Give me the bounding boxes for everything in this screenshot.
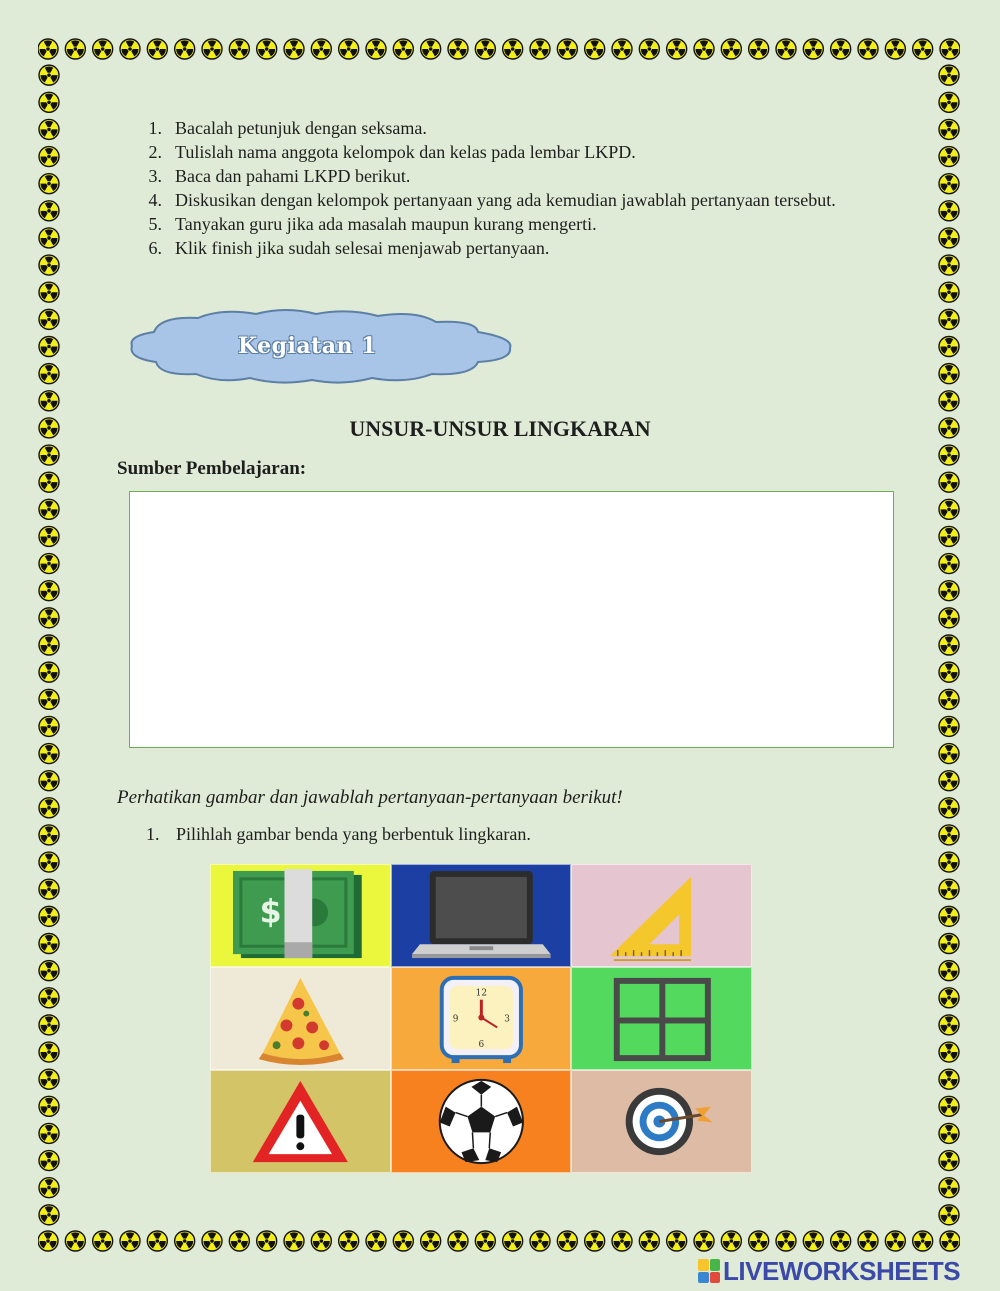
radiation-symbol-icon (913, 39, 933, 59)
soccer-ball-icon (392, 1071, 571, 1172)
instruction-text: Diskusikan dengan kelompok pertanyaan yang ada kemudian jawablah pertanyaan tersebut. (175, 190, 836, 210)
radiation-symbol-icon (284, 39, 304, 59)
radiation-symbol-icon (939, 445, 959, 465)
radiation-symbol-icon (939, 852, 959, 872)
radiation-symbol-icon (939, 228, 959, 248)
question-number: 1. (146, 824, 160, 844)
choice-money[interactable] (210, 864, 391, 967)
radiation-symbol-icon (339, 1231, 359, 1251)
radiation-symbol-icon (694, 1231, 714, 1251)
svg-text:9: 9 (452, 1014, 459, 1025)
brand-text: LIVEWORKSHEETS (723, 1255, 961, 1286)
radiation-symbol-icon (939, 689, 959, 709)
activity-label: Kegiatan 1 (237, 333, 377, 359)
clock-icon (392, 968, 571, 1069)
radiation-symbol-icon (147, 39, 167, 59)
radiation-symbol-icon (38, 1231, 58, 1251)
radiation-symbol-icon (39, 879, 59, 899)
radiation-symbol-icon (939, 472, 959, 492)
radiation-symbol-icon (939, 744, 959, 764)
radiation-symbol-icon (257, 1231, 277, 1251)
radiation-symbol-icon (939, 309, 959, 329)
instruction-number: 2. (148, 142, 162, 162)
radiation-symbol-icon (39, 1205, 59, 1225)
radiation-symbol-icon (366, 39, 386, 59)
instruction-item (140, 188, 880, 212)
radiation-symbol-icon (831, 39, 851, 59)
radiation-symbol-icon (721, 1231, 741, 1251)
radiation-symbol-icon (65, 39, 85, 59)
radiation-symbol-icon (939, 1069, 959, 1089)
radiation-symbol-icon (831, 1231, 851, 1251)
radiation-symbol-icon (776, 1231, 796, 1251)
radiation-symbol-icon (39, 771, 59, 791)
radiation-symbol-icon (939, 174, 959, 194)
radiation-symbol-icon (39, 228, 59, 248)
radiation-symbol-icon (311, 39, 331, 59)
radiation-symbol-icon (939, 201, 959, 221)
radiation-symbol-icon (939, 879, 959, 899)
radiation-symbol-icon (284, 1231, 304, 1251)
radiation-symbol-icon (120, 1231, 140, 1251)
radiation-symbol-icon (93, 1231, 113, 1251)
radiation-symbol-icon (639, 39, 659, 59)
instruction-text: Tulislah nama anggota kelompok dan kelas pada lembar LKPD. (175, 142, 636, 162)
radiation-symbol-icon (393, 39, 413, 59)
choice-laptop[interactable] (391, 864, 572, 967)
question-text: Pilihlah gambar benda yang berbentuk lingkaran. (176, 824, 531, 844)
radiation-symbol-icon (749, 1231, 769, 1251)
instruction-number: 3. (148, 166, 162, 186)
radiation-symbol-icon (39, 1015, 59, 1035)
choice-pizza[interactable] (210, 967, 391, 1070)
target-icon (572, 1071, 751, 1172)
radiation-symbol-icon (339, 39, 359, 59)
radiation-symbol-icon (39, 744, 59, 764)
choice-grid (210, 864, 752, 1173)
radiation-symbol-icon (939, 255, 959, 275)
radiation-symbol-icon (421, 39, 441, 59)
radiation-symbol-icon (120, 39, 140, 59)
radiation-symbol-icon (39, 662, 59, 682)
radiation-symbol-icon (639, 1231, 659, 1251)
radiation-symbol-icon (39, 825, 59, 845)
radiation-symbol-icon (939, 119, 959, 139)
radiation-symbol-icon (39, 391, 59, 411)
instruction-item (140, 140, 880, 164)
learning-source-box[interactable] (129, 491, 894, 748)
instruction-number: 5. (148, 214, 162, 234)
radiation-symbol-icon (39, 852, 59, 872)
radiation-symbol-icon (557, 1231, 577, 1251)
radiation-symbol-icon (39, 1042, 59, 1062)
radiation-symbol-icon (39, 255, 59, 275)
radiation-symbol-icon (939, 65, 959, 85)
radiation-symbol-icon (530, 39, 550, 59)
instruction-text: Bacalah petunjuk dengan seksama. (175, 118, 427, 138)
svg-text:6: 6 (478, 1040, 484, 1051)
instruction-text: Perhatikan gambar dan jawablah pertanyaan-pertanyaan berikut! (117, 787, 623, 808)
radiation-symbol-icon (65, 1231, 85, 1251)
radiation-symbol-icon (939, 1042, 959, 1062)
radiation-symbol-icon (939, 635, 959, 655)
radiation-symbol-icon (39, 961, 59, 981)
radiation-symbol-icon (93, 39, 113, 59)
radiation-symbol-icon (39, 798, 59, 818)
radiation-symbol-icon (39, 472, 59, 492)
radiation-symbol-icon (147, 1231, 167, 1251)
radiation-symbol-icon (939, 988, 959, 1008)
radiation-symbol-icon (721, 39, 741, 59)
instruction-text: Tanyakan guru jika ada masalah maupun kurang mengerti. (175, 214, 597, 234)
radiation-symbol-icon (940, 1231, 960, 1251)
radiation-symbol-icon (39, 147, 59, 167)
radiation-symbol-icon (475, 1231, 495, 1251)
radiation-symbol-icon (803, 39, 823, 59)
radiation-symbol-icon (38, 39, 58, 59)
radiation-symbol-icon (585, 1231, 605, 1251)
radiation-symbol-icon (939, 92, 959, 112)
svg-text:12: 12 (475, 988, 487, 999)
radiation-symbol-icon (940, 39, 960, 59)
radiation-symbol-icon (39, 635, 59, 655)
radiation-symbol-icon (776, 39, 796, 59)
radiation-symbol-icon (39, 608, 59, 628)
instruction-item (140, 164, 880, 188)
radiation-symbol-icon (503, 1231, 523, 1251)
radiation-symbol-icon (39, 92, 59, 112)
radiation-symbol-icon (667, 39, 687, 59)
svg-text:$: $ (259, 894, 282, 931)
set-square-icon (572, 865, 751, 966)
radiation-symbol-icon (939, 1151, 959, 1171)
choice-warning-sign[interactable] (210, 1070, 391, 1173)
radiation-symbol-icon (858, 1231, 878, 1251)
instruction-list (140, 116, 880, 260)
radiation-symbol-icon (939, 906, 959, 926)
radiation-symbol-icon (448, 1231, 468, 1251)
liveworksheets-logo (698, 1256, 960, 1286)
radiation-symbol-icon (175, 39, 195, 59)
warning-sign-icon (211, 1071, 390, 1172)
radiation-symbol-icon (175, 1231, 195, 1251)
radiation-symbol-icon (39, 337, 59, 357)
radiation-symbol-icon (939, 961, 959, 981)
radiation-symbol-icon (311, 1231, 331, 1251)
radiation-symbol-icon (39, 1096, 59, 1116)
instruction-number: 1. (148, 118, 162, 138)
instruction-item (140, 236, 880, 260)
radiation-symbol-icon (39, 174, 59, 194)
source-label: Sumber Pembelajaran: (117, 458, 307, 479)
radiation-symbol-icon (366, 1231, 386, 1251)
radiation-symbol-icon (229, 1231, 249, 1251)
radiation-symbol-icon (612, 39, 632, 59)
radiation-symbol-icon (39, 689, 59, 709)
radiation-symbol-icon (257, 39, 277, 59)
radiation-symbol-icon (939, 554, 959, 574)
radiation-symbol-icon (39, 309, 59, 329)
radiation-symbol-icon (39, 364, 59, 384)
radiation-symbol-icon (885, 1231, 905, 1251)
radiation-symbol-icon (503, 39, 523, 59)
radiation-symbol-icon (858, 39, 878, 59)
radiation-symbol-icon (39, 445, 59, 465)
radiation-symbol-icon (39, 716, 59, 736)
radiation-symbol-icon (39, 119, 59, 139)
radiation-symbol-icon (803, 1231, 823, 1251)
radiation-symbol-icon (612, 1231, 632, 1251)
radiation-symbol-icon (39, 65, 59, 85)
radiation-symbol-icon (939, 499, 959, 519)
radiation-symbol-icon (749, 39, 769, 59)
radiation-symbol-icon (939, 1015, 959, 1035)
radiation-symbol-icon (39, 282, 59, 302)
radiation-symbol-icon (939, 1123, 959, 1143)
choice-window[interactable] (571, 967, 752, 1070)
choice-target[interactable] (571, 1070, 752, 1173)
instruction-number: 6. (148, 238, 162, 258)
pizza-slice-icon (211, 968, 390, 1069)
radiation-symbol-icon (475, 39, 495, 59)
section-title: UNSUR-UNSUR LINGKARAN (349, 416, 651, 441)
radiation-symbol-icon (39, 906, 59, 926)
radiation-symbol-icon (939, 526, 959, 546)
window-icon (572, 968, 751, 1069)
radiation-symbol-icon (939, 825, 959, 845)
radiation-symbol-icon (585, 39, 605, 59)
instruction-text: Klik finish jika sudah selesai menjawab pertanyaan. (175, 238, 550, 258)
radiation-symbol-icon (421, 1231, 441, 1251)
radiation-symbol-icon (39, 988, 59, 1008)
radiation-symbol-icon (939, 608, 959, 628)
radiation-symbol-icon (229, 39, 249, 59)
laptop-icon (392, 865, 571, 966)
radiation-symbol-icon (393, 1231, 413, 1251)
money-icon (211, 865, 390, 966)
svg-text:3: 3 (503, 1014, 510, 1025)
radiation-symbol-icon (39, 1151, 59, 1171)
radiation-symbol-icon (448, 39, 468, 59)
radiation-symbol-icon (939, 581, 959, 601)
question (146, 824, 531, 845)
radiation-symbol-icon (39, 581, 59, 601)
radiation-symbol-icon (39, 1123, 59, 1143)
instruction-item (140, 212, 880, 236)
radiation-symbol-icon (39, 499, 59, 519)
radiation-symbol-icon (939, 337, 959, 357)
radiation-symbol-icon (694, 39, 714, 59)
instruction-number: 4. (148, 190, 162, 210)
radiation-symbol-icon (913, 1231, 933, 1251)
instruction-item (140, 116, 880, 140)
choice-clock[interactable] (391, 967, 572, 1070)
radiation-symbol-icon (557, 39, 577, 59)
radiation-symbol-icon (202, 39, 222, 59)
radiation-symbol-icon (885, 39, 905, 59)
radiation-symbol-icon (939, 771, 959, 791)
radiation-symbol-icon (939, 716, 959, 736)
radiation-symbol-icon (939, 391, 959, 411)
radiation-symbol-icon (39, 201, 59, 221)
choice-soccer-ball[interactable] (391, 1070, 572, 1173)
radiation-symbol-icon (39, 526, 59, 546)
radiation-symbol-icon (202, 1231, 222, 1251)
radiation-symbol-icon (667, 1231, 687, 1251)
radiation-symbol-icon (939, 1096, 959, 1116)
radiation-symbol-icon (530, 1231, 550, 1251)
radiation-symbol-icon (939, 1178, 959, 1198)
radiation-symbol-icon (939, 934, 959, 954)
radiation-symbol-icon (939, 1205, 959, 1225)
radiation-symbol-icon (39, 554, 59, 574)
radiation-symbol-icon (39, 934, 59, 954)
brand-mark-icon (698, 1259, 720, 1283)
radiation-symbol-icon (939, 364, 959, 384)
radiation-symbol-icon (39, 1069, 59, 1089)
radiation-symbol-icon (939, 662, 959, 682)
radiation-symbol-icon (939, 282, 959, 302)
instruction-text: Baca dan pahami LKPD berikut. (175, 166, 411, 186)
radiation-symbol-icon (939, 147, 959, 167)
choice-set-square[interactable] (571, 864, 752, 967)
radiation-symbol-icon (39, 1178, 59, 1198)
radiation-symbol-icon (939, 798, 959, 818)
